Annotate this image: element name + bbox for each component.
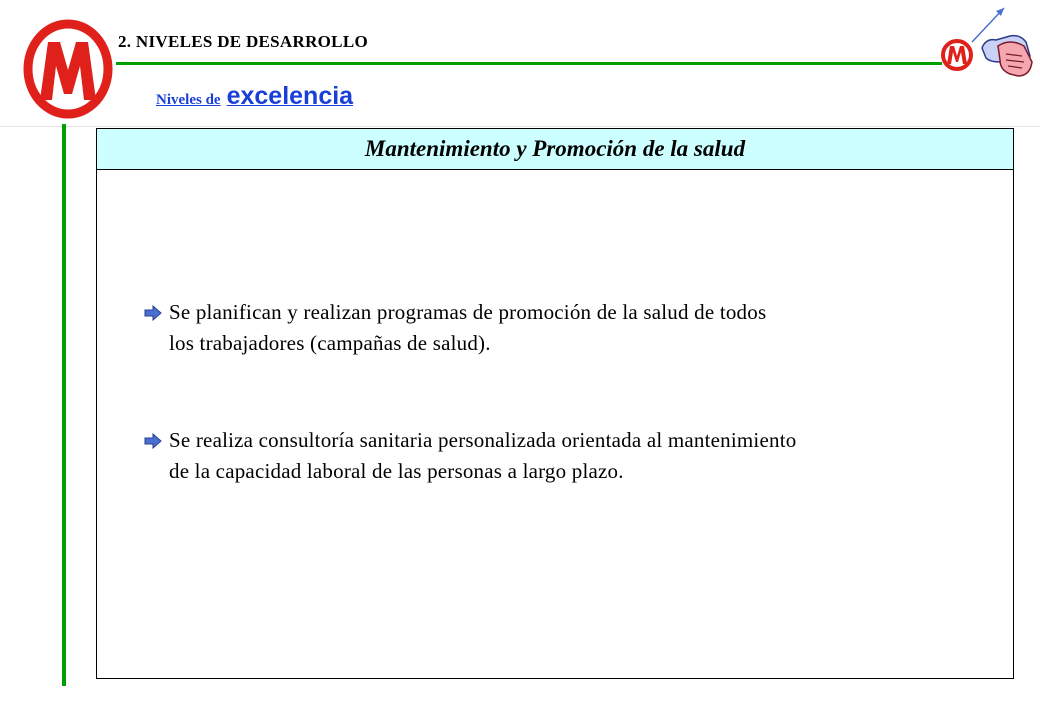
content-panel [96,128,1014,679]
arrow-right-icon [143,433,163,449]
subtitle-prefix: Niveles de [156,92,221,108]
m-circle-logo-icon [22,18,114,120]
panel-title: Mantenimiento y Promoción de la salud [97,129,1013,170]
section-title: 2. NIVELES DE DESARROLLO [118,32,368,51]
bullet-line: de la capacidad laboral de las personas a largo plazo. [169,459,624,483]
bullet-line: Se planifican y realizan programas de promoción de la salud de todos [169,300,767,324]
arrow-right-icon [143,305,163,321]
left-accent-bar [62,124,66,686]
bullet-item [143,297,963,359]
bullet-line: los trabajadores (campañas de salud). [169,331,491,355]
bullet-item [143,425,963,487]
faint-divider [0,126,1040,127]
bullet-text [169,297,766,359]
bullet-line: Se realiza consultoría sanitaria personalizada orientada al mantenimiento [169,428,797,452]
hands-with-arrow-icon [970,2,1040,82]
subtitle-emphasis: excelencia [226,82,354,110]
small-m-logo-icon [940,38,974,72]
header-divider [116,62,942,65]
bullet-text [169,425,796,487]
subtitle-link[interactable] [156,82,353,111]
